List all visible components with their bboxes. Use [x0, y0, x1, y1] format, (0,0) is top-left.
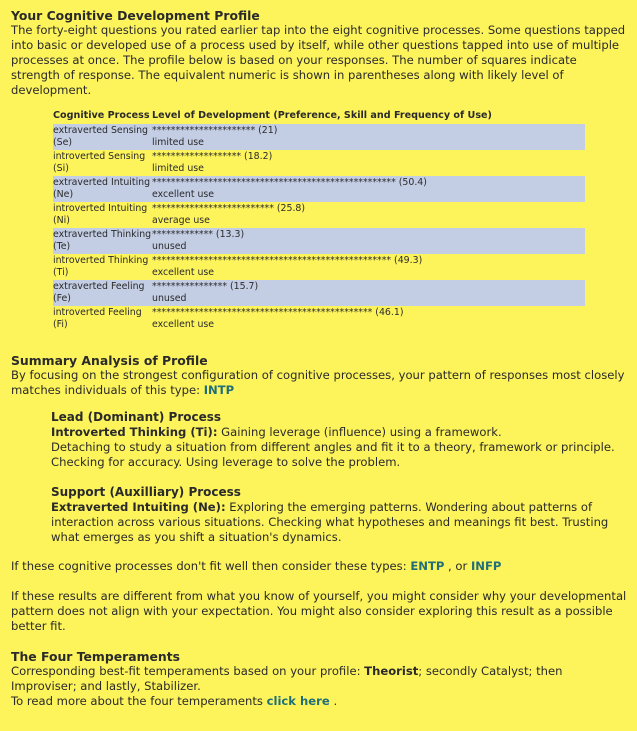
development-level: limited use	[152, 137, 204, 148]
strength-value: (49.3)	[394, 255, 423, 266]
development-level: limited use	[152, 163, 204, 174]
development-level: average use	[152, 215, 210, 226]
col-header-level: Level of Development (Preference, Skill and Frequency of Use)	[152, 110, 492, 121]
strength-cell	[152, 176, 585, 202]
table-row	[53, 280, 585, 306]
support-desc: Exploring the emerging patterns. Wondering about patterns of interaction across various situations. Checking what hypotheses and meanings fit best. Trusting what emerges as you shift a situation's dynamics.	[51, 500, 609, 544]
table-row	[53, 124, 585, 150]
strength-cell	[152, 306, 585, 332]
col-header-process: Cognitive Process	[53, 110, 150, 121]
strength-stars: ***********************************************	[152, 307, 373, 318]
lead-desc2: Detaching to study a situation from different angles and fit it to a theory, framework or principle. Checking for accuracy. Using leverage to solve the problem.	[51, 440, 615, 469]
lead-desc1: Gaining leverage (influence) using a framework.	[221, 425, 502, 439]
temperaments-title: The Four Temperaments	[11, 649, 181, 664]
consider-types: If these cognitive processes don't fit well then consider these types: ENTP , or INFP	[11, 559, 502, 573]
summary-text: By focusing on the strongest configuration of cognitive processes, your pattern of responses most closely matches individuals of this type: INTP	[11, 368, 625, 397]
development-table-body	[53, 124, 585, 332]
alt-type-link-1[interactable]: ENTP	[410, 559, 445, 573]
different-results: If these results are different from what you know of yourself, you might consider why your developmental pattern does not align with your expectation. You might also consider exploring this result as a possible better fit.	[11, 589, 627, 633]
strength-value: (25.8)	[276, 203, 306, 214]
table-row	[53, 306, 585, 332]
lead-heading: Lead (Dominant) Process	[51, 410, 222, 424]
strength-cell	[152, 280, 585, 306]
strength-value: (18.2)	[244, 151, 273, 162]
strength-cell	[152, 254, 585, 280]
support-process	[51, 485, 627, 545]
strength-stars: *************	[152, 229, 213, 240]
process-name: introverted Feeling (Fi)	[53, 307, 142, 330]
table-row	[53, 150, 585, 176]
strength-value: (21)	[258, 125, 278, 136]
profile-intro: The forty-eight questions you rated earlier tap into the eight cognitive processes. Some questions tapped into basic or developed use of a process used by itself, while other questions tapped into use of multiple processes at once. The profile below is based on your responses. The number of squares indicate strength of response. The equivalent numeric is shown in parentheses along with likely level of development.	[11, 23, 626, 97]
development-level: unused	[152, 293, 187, 304]
best-temperament: Theorist	[364, 664, 419, 678]
support-name: Extraverted Intuiting (Ne):	[51, 500, 226, 514]
process-name: introverted Sensing (Si)	[53, 151, 146, 174]
strength-stars: ***************************************************	[152, 255, 392, 266]
table-row	[53, 176, 585, 202]
lead-process	[51, 410, 627, 470]
process-name: extraverted Thinking (Te)	[53, 229, 152, 252]
profile-title: Your Cognitive Development Profile	[11, 8, 260, 23]
strength-cell	[152, 150, 585, 176]
summary-title: Summary Analysis of Profile	[11, 353, 208, 368]
click-here-link[interactable]: click here	[266, 694, 330, 708]
process-name: extraverted Feeling (Fe)	[53, 280, 152, 306]
process-name: introverted Thinking (Ti)	[53, 255, 149, 278]
development-level: unused	[152, 241, 187, 252]
strength-stars: ****************************************************	[152, 177, 396, 188]
support-heading: Support (Auxilliary) Process	[51, 485, 241, 499]
strength-cell	[152, 228, 585, 254]
strength-stars: *******************	[152, 151, 242, 162]
strength-cell	[152, 124, 585, 150]
strength-stars: ****************	[152, 281, 227, 292]
table-row	[53, 228, 585, 254]
development-level: excellent use	[152, 267, 215, 278]
strength-value: (50.4)	[398, 177, 427, 188]
development-level: excellent use	[152, 189, 215, 200]
temperaments-text: Corresponding best-fit temperaments based on your profile: Theorist; secondly Catalyst; then Improviser; and lastly, Stabilizer.	[11, 664, 563, 693]
strength-value: (46.1)	[375, 307, 404, 318]
development-table	[53, 110, 585, 332]
strength-stars: **********************	[152, 125, 256, 136]
development-level: excellent use	[152, 319, 215, 330]
strength-stars: **************************	[152, 203, 274, 214]
best-fit-type: INTP	[203, 383, 235, 397]
lead-name: Introverted Thinking (Ti):	[51, 425, 218, 439]
process-name: introverted Intuiting (Ni)	[53, 203, 148, 226]
strength-value: (13.3)	[215, 229, 245, 240]
strength-cell	[152, 202, 585, 228]
alt-type-link-2[interactable]: INFP	[470, 559, 502, 573]
temperaments-more: To read more about the four temperaments click here .	[11, 694, 338, 708]
process-name: extraverted Intuiting (Ne)	[53, 177, 151, 200]
strength-value: (15.7)	[229, 281, 259, 292]
table-row	[53, 254, 585, 280]
table-row	[53, 202, 585, 228]
process-name: extraverted Sensing (Se)	[53, 124, 152, 150]
